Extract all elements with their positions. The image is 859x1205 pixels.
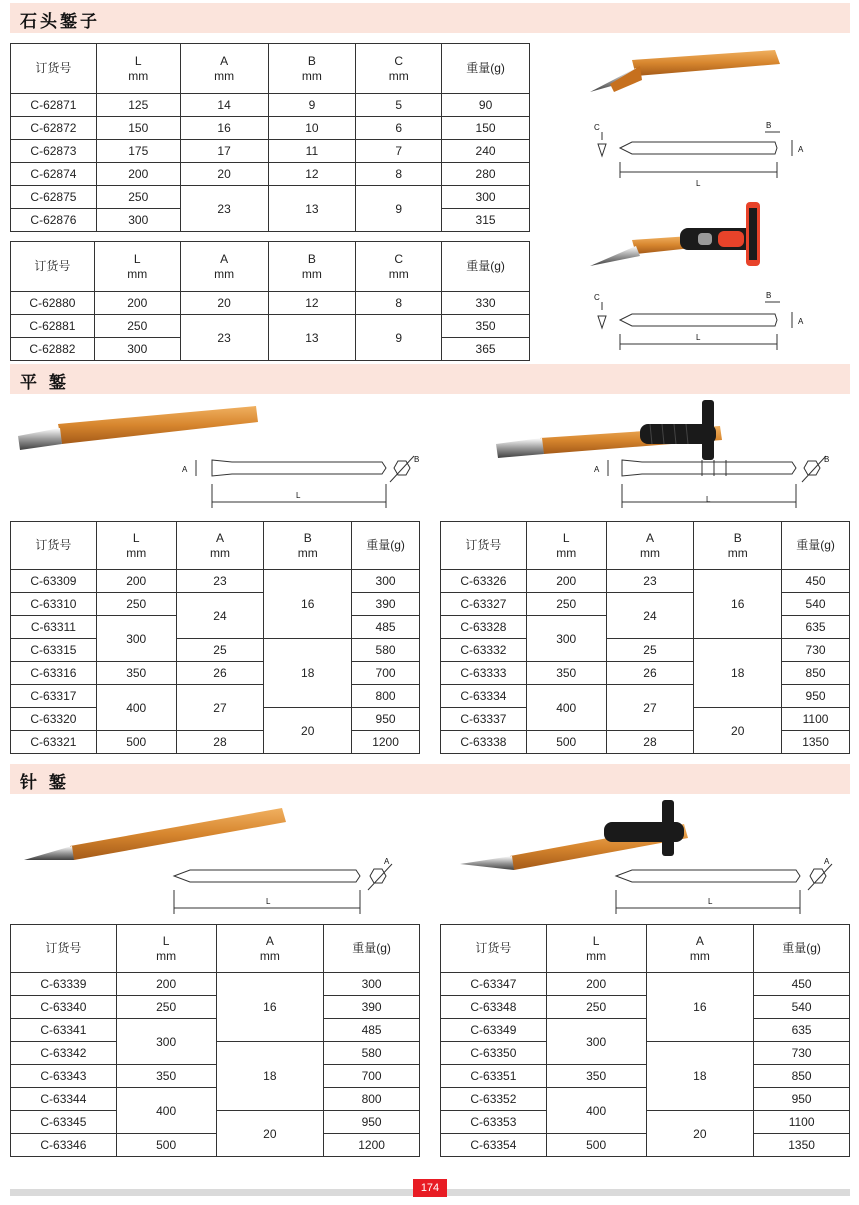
table-cell: 400 (526, 685, 606, 731)
point-chisel-table-1 (10, 924, 420, 1157)
table-cell: 18 (646, 1042, 754, 1111)
table-cell: 12 (268, 292, 356, 315)
dimension-label: A (384, 857, 390, 866)
stone-chisel-photo (590, 50, 780, 92)
table-cell: 950 (782, 685, 850, 708)
table-cell: 300 (324, 973, 420, 996)
table-row (441, 731, 850, 754)
table-cell: 9 (268, 94, 356, 117)
section-header-point (10, 764, 850, 794)
table-cell: 6 (356, 117, 442, 140)
table-row (11, 94, 530, 117)
table-cell: C-63334 (441, 685, 527, 708)
table-cell: 1350 (754, 1134, 850, 1157)
table-row (441, 570, 850, 593)
table-cell: 250 (94, 315, 180, 338)
table-cell: 500 (546, 1134, 646, 1157)
table-row (441, 1019, 850, 1042)
column-header: L mm (116, 925, 216, 973)
table-cell: C-63320 (11, 708, 97, 731)
table-cell: 700 (324, 1065, 420, 1088)
column-header: B mm (694, 522, 782, 570)
table-row (441, 1088, 850, 1111)
table-cell: 400 (116, 1088, 216, 1134)
dimension-label: L (696, 333, 701, 342)
dimension-label: L (696, 179, 701, 188)
table-cell: 700 (352, 662, 420, 685)
table-cell: C-63353 (441, 1111, 547, 1134)
stone-chisel-with-guard-drawing (598, 302, 792, 350)
table-cell: C-62871 (11, 94, 97, 117)
table-cell: 200 (116, 973, 216, 996)
table-row (441, 662, 850, 685)
table-cell: C-62875 (11, 186, 97, 209)
table-cell: 350 (546, 1065, 646, 1088)
column-header: A mm (180, 242, 268, 292)
table-cell: C-63333 (441, 662, 527, 685)
flat-chisel-drawing (196, 456, 414, 508)
flat-chisel-table-2 (440, 521, 850, 754)
table-cell: 20 (216, 1111, 324, 1157)
table-cell: 950 (754, 1088, 850, 1111)
table-cell: C-62881 (11, 315, 95, 338)
table-cell: 90 (442, 94, 530, 117)
table-row (441, 973, 850, 996)
table-cell: 540 (754, 996, 850, 1019)
section-title: 平 錾 (20, 373, 69, 393)
table-cell: 1350 (782, 731, 850, 754)
table-cell: 150 (96, 117, 180, 140)
table-cell: C-63309 (11, 570, 97, 593)
table-cell: C-63348 (441, 996, 547, 1019)
table-cell: C-63351 (441, 1065, 547, 1088)
column-header: A mm (176, 522, 264, 570)
dimension-label: L (708, 897, 713, 906)
table-row (11, 1134, 420, 1157)
dimension-label: B (766, 291, 772, 300)
table-cell: 950 (324, 1111, 420, 1134)
table-cell: 25 (606, 639, 694, 662)
table-cell: C-63340 (11, 996, 117, 1019)
table-cell: 5 (356, 94, 442, 117)
table-cell: 250 (546, 996, 646, 1019)
col-L: L mm (96, 44, 180, 94)
col-weight: 重量(g) (442, 44, 530, 94)
table-cell: C-62876 (11, 209, 97, 232)
table-cell: 1200 (352, 731, 420, 754)
column-header: A mm (606, 522, 694, 570)
table-cell: 390 (352, 593, 420, 616)
table-cell: 500 (526, 731, 606, 754)
col-C: C mm (356, 44, 442, 94)
point-chisel-guard-illustration (440, 798, 850, 918)
table-cell: 450 (782, 570, 850, 593)
table-cell: 350 (442, 315, 530, 338)
table-cell: C-62882 (11, 338, 95, 361)
table-cell: 23 (180, 315, 268, 361)
table-cell: 16 (216, 973, 324, 1042)
table-cell: 16 (646, 973, 754, 1042)
table-header-row (11, 925, 420, 973)
table-header-row (11, 44, 530, 94)
table-row (11, 973, 420, 996)
table-cell: 8 (356, 163, 442, 186)
table-cell: C-63352 (441, 1088, 547, 1111)
table-cell: 300 (116, 1019, 216, 1065)
table-row (441, 639, 850, 662)
table-cell: C-63347 (441, 973, 547, 996)
dimension-label: B (824, 455, 830, 464)
table-cell: 25 (176, 639, 264, 662)
table-cell: 200 (94, 292, 180, 315)
table-cell: 350 (96, 662, 176, 685)
table-cell: 8 (356, 292, 442, 315)
table-cell: C-63341 (11, 1019, 117, 1042)
table-row (11, 292, 530, 315)
table-cell: 9 (356, 315, 442, 361)
table-cell: 800 (352, 685, 420, 708)
table-cell: 28 (606, 731, 694, 754)
table-row (11, 315, 530, 338)
table-cell: 250 (96, 593, 176, 616)
table-cell: C-63346 (11, 1134, 117, 1157)
table-cell: C-63345 (11, 1111, 117, 1134)
table-cell: 350 (116, 1065, 216, 1088)
table-cell: 1100 (782, 708, 850, 731)
table-cell: 485 (324, 1019, 420, 1042)
table-cell: 10 (268, 117, 356, 140)
dimension-label: L (266, 897, 271, 906)
column-header: 订货号 (11, 925, 117, 973)
table-row (11, 186, 530, 209)
dimension-label: C (594, 293, 600, 302)
table-cell: 28 (176, 731, 264, 754)
dimension-label: B (766, 121, 772, 130)
table-cell: 150 (442, 117, 530, 140)
table-cell: 1200 (324, 1134, 420, 1157)
column-header: L mm (96, 522, 176, 570)
table-cell: C-63321 (11, 731, 97, 754)
table-cell: 350 (526, 662, 606, 685)
flat-chisel-with-guard-drawing (608, 456, 826, 508)
table-cell: 850 (754, 1065, 850, 1088)
table-cell: 300 (352, 570, 420, 593)
flat-chisel-guard-illustration (440, 398, 850, 516)
table-cell: 250 (116, 996, 216, 1019)
stone-chisel-with-guard-photo (590, 202, 760, 266)
table-cell: 20 (180, 292, 268, 315)
column-header: 重量(g) (754, 925, 850, 973)
table-cell: 23 (176, 570, 264, 593)
table-cell: 27 (176, 685, 264, 731)
table-cell: 13 (268, 186, 356, 232)
table-row (441, 1065, 850, 1088)
table-cell: 16 (694, 570, 782, 639)
table-header-row (441, 925, 850, 973)
table-cell: 20 (694, 708, 782, 754)
table-row (11, 570, 420, 593)
point-chisel-with-guard-drawing (616, 864, 832, 914)
table-row (11, 1065, 420, 1088)
dimension-label: A (798, 145, 804, 154)
column-header: 订货号 (441, 925, 547, 973)
point-chisel-drawing (174, 864, 392, 914)
table-cell: 13 (268, 315, 356, 361)
col-A: A mm (180, 44, 268, 94)
table-cell: 250 (526, 593, 606, 616)
table-cell: 26 (606, 662, 694, 685)
table-cell: C-62880 (11, 292, 95, 315)
point-chisel-with-guard-photo (460, 800, 688, 870)
flat-chisel-with-guard-photo (496, 400, 722, 460)
dimension-label: L (296, 491, 301, 500)
table-cell: 20 (180, 163, 268, 186)
table-cell: 300 (96, 209, 180, 232)
table-cell: C-63310 (11, 593, 97, 616)
section-header-stone (10, 3, 850, 33)
table-cell: 400 (96, 685, 176, 731)
dimension-label: C (594, 123, 600, 132)
column-header: B mm (268, 242, 356, 292)
table-cell: 240 (442, 140, 530, 163)
table-cell: C-63339 (11, 973, 117, 996)
table-cell: 17 (180, 140, 268, 163)
table-cell: 580 (352, 639, 420, 662)
table-cell: 27 (606, 685, 694, 731)
table-cell: 7 (356, 140, 442, 163)
table-cell: C-63344 (11, 1088, 117, 1111)
section-title: 石头錾子 (20, 12, 100, 32)
table-cell: C-63337 (441, 708, 527, 731)
flat-chisel-illustration (10, 398, 430, 516)
column-header: 重量(g) (352, 522, 420, 570)
table-cell: 485 (352, 616, 420, 639)
table-cell: C-63326 (441, 570, 527, 593)
table-row (11, 731, 420, 754)
table-row (11, 662, 420, 685)
column-header: 重量(g) (442, 242, 530, 292)
dimension-label: L (706, 495, 711, 504)
table-row (11, 593, 420, 616)
table-row (441, 593, 850, 616)
table-cell: 200 (96, 570, 176, 593)
table-cell: C-62874 (11, 163, 97, 186)
table-row (11, 117, 530, 140)
table-cell: 390 (324, 996, 420, 1019)
table-cell: C-63317 (11, 685, 97, 708)
table-cell: 175 (96, 140, 180, 163)
table-cell: 200 (96, 163, 180, 186)
table-cell: 1100 (754, 1111, 850, 1134)
column-header: C mm (356, 242, 442, 292)
dimension-label: A (594, 465, 600, 474)
section-title: 针 錾 (20, 773, 69, 793)
table-cell: 850 (782, 662, 850, 685)
dimension-label: A (182, 465, 188, 474)
table-cell: 330 (442, 292, 530, 315)
table-cell: C-63338 (441, 731, 527, 754)
table-cell: 500 (96, 731, 176, 754)
flat-chisel-table-1 (10, 521, 420, 754)
table-row (441, 1134, 850, 1157)
table-cell: 18 (216, 1042, 324, 1111)
table-row (11, 1019, 420, 1042)
table-cell: 315 (442, 209, 530, 232)
table-row (11, 639, 420, 662)
table-cell: 950 (352, 708, 420, 731)
point-chisel-table-2 (440, 924, 850, 1157)
table-cell: 11 (268, 140, 356, 163)
table-row (11, 1088, 420, 1111)
table-cell: 12 (268, 163, 356, 186)
table-cell: 300 (526, 616, 606, 662)
point-chisel-photo (24, 808, 286, 860)
table-cell: 280 (442, 163, 530, 186)
table-cell: 635 (782, 616, 850, 639)
column-header: L mm (526, 522, 606, 570)
table-row (11, 140, 530, 163)
column-header: L mm (546, 925, 646, 973)
column-header: 订货号 (441, 522, 527, 570)
column-header: B mm (264, 522, 352, 570)
dimension-label: A (824, 857, 830, 866)
table-cell: 300 (546, 1019, 646, 1065)
table-cell: 800 (324, 1088, 420, 1111)
column-header: A mm (646, 925, 754, 973)
table-cell: 300 (96, 616, 176, 662)
table-cell: 580 (324, 1042, 420, 1065)
table-cell: 200 (526, 570, 606, 593)
table-cell: 300 (94, 338, 180, 361)
table-cell: 200 (546, 973, 646, 996)
table-header-row (441, 522, 850, 570)
table-cell: C-63349 (441, 1019, 547, 1042)
flat-chisel-photo (18, 406, 258, 450)
stone-chisel-drawing (598, 132, 792, 178)
column-header: 订货号 (11, 522, 97, 570)
table-row (441, 996, 850, 1019)
table-cell: 730 (782, 639, 850, 662)
dimension-label: A (798, 317, 804, 326)
table-cell: 125 (96, 94, 180, 117)
table-cell: 16 (180, 117, 268, 140)
column-header: 订货号 (11, 242, 95, 292)
col-B: B mm (268, 44, 356, 94)
point-chisel-illustration (10, 798, 430, 918)
table-row (11, 685, 420, 708)
table-cell: C-63311 (11, 616, 97, 639)
stone-chisel-table-1 (10, 43, 530, 232)
column-header: 重量(g) (324, 925, 420, 973)
table-row (11, 163, 530, 186)
column-header: L mm (94, 242, 180, 292)
dimension-label: B (414, 455, 420, 464)
table-cell: 24 (176, 593, 264, 639)
table-cell: 250 (96, 186, 180, 209)
table-header-row (11, 522, 420, 570)
col-order: 订货号 (11, 44, 97, 94)
table-cell: 450 (754, 973, 850, 996)
table-row (441, 685, 850, 708)
table-cell: 20 (646, 1111, 754, 1157)
table-cell: C-63343 (11, 1065, 117, 1088)
table-row (11, 996, 420, 1019)
table-cell: 24 (606, 593, 694, 639)
table-cell: C-63328 (441, 616, 527, 639)
table-cell: 365 (442, 338, 530, 361)
table-cell: 400 (546, 1088, 646, 1134)
table-cell: 730 (754, 1042, 850, 1065)
column-header: A mm (216, 925, 324, 973)
table-cell: C-63316 (11, 662, 97, 685)
table-cell: 300 (442, 186, 530, 209)
table-cell: C-63342 (11, 1042, 117, 1065)
table-cell: 18 (264, 639, 352, 708)
table-cell: 635 (754, 1019, 850, 1042)
table-cell: 23 (606, 570, 694, 593)
column-header: 重量(g) (782, 522, 850, 570)
table-header-row (11, 242, 530, 292)
table-cell: C-62873 (11, 140, 97, 163)
table-cell: 16 (264, 570, 352, 639)
table-cell: C-63332 (441, 639, 527, 662)
table-cell: 18 (694, 639, 782, 708)
table-cell: C-62872 (11, 117, 97, 140)
table-cell: 14 (180, 94, 268, 117)
table-cell: 500 (116, 1134, 216, 1157)
table-cell: 540 (782, 593, 850, 616)
stone-chisel-table-2 (10, 241, 530, 361)
table-cell: C-63350 (441, 1042, 547, 1065)
table-cell: 9 (356, 186, 442, 232)
table-cell: 26 (176, 662, 264, 685)
page-number: 174 (413, 1179, 447, 1197)
table-cell: 23 (180, 186, 268, 232)
table-cell: C-63354 (441, 1134, 547, 1157)
table-cell: C-63315 (11, 639, 97, 662)
table-cell: C-63327 (441, 593, 527, 616)
stone-chisel-illustration (570, 40, 850, 360)
section-header-flat (10, 364, 850, 394)
table-cell: 20 (264, 708, 352, 754)
